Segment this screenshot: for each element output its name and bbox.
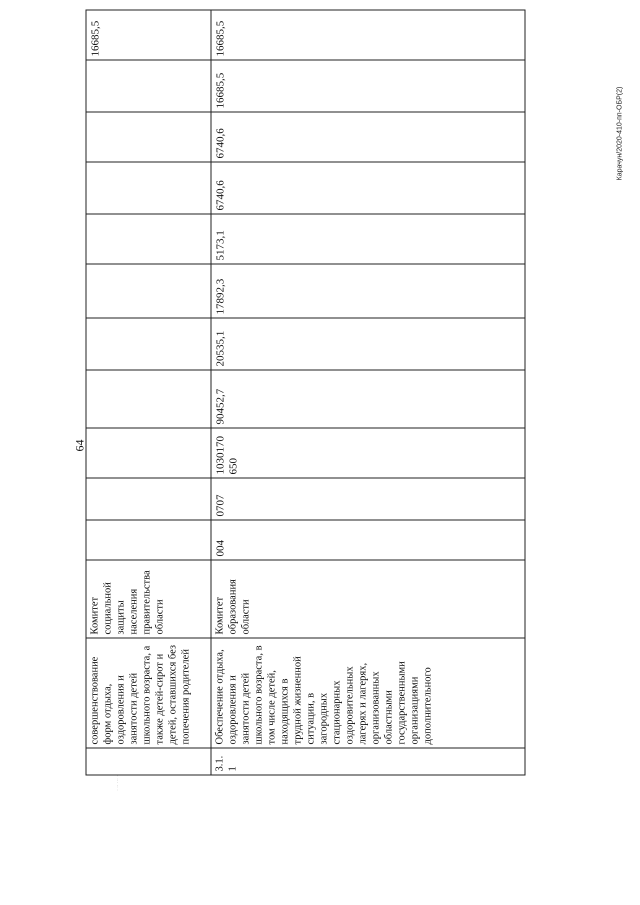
cell-grbs (86, 520, 211, 560)
cell-total (86, 370, 211, 428)
cell-2022 (86, 264, 211, 318)
cell-2027: 16685,5 (86, 10, 211, 60)
cell-2024: 6740,6 (211, 162, 525, 214)
cell-csr: 1030170650 (211, 428, 525, 478)
cell-2026: 16685,5 (211, 60, 525, 112)
cell-2023 (86, 214, 211, 264)
cell-total: 90452,7 (211, 370, 525, 428)
document-code: Карачун/2020-410-пп-ОБР(2) (616, 86, 624, 181)
cell-index (86, 748, 211, 775)
cell-2027: 16685,5 (211, 10, 525, 60)
cell-2021: 20535,1 (211, 318, 525, 370)
cell-rzpr: 0707 (211, 478, 525, 520)
cell-2026 (86, 60, 211, 112)
cell-2021 (86, 318, 211, 370)
cell-csr (86, 428, 211, 478)
cell-2025: 6740,6 (211, 112, 525, 162)
budget-table-area (85, 20, 525, 775)
cell-rzpr (86, 478, 211, 520)
cell-description: совершенствование форм отдыха, оздоровления и занятости детей школьного возраста, а также детей-сирот и детей, оставшихся без попечения родителей (86, 638, 211, 748)
budget-table (85, 9, 525, 775)
cell-2025 (86, 112, 211, 162)
scan-mark: · ·· ··· · (115, 775, 121, 791)
cell-2022: 17892,3 (211, 264, 525, 318)
cell-2024 (86, 162, 211, 214)
page-number: 64 (72, 439, 87, 452)
cell-executor: Комитет социальной защиты населения правительства области (86, 560, 211, 638)
cell-executor: Комитет образования области (211, 560, 525, 638)
cell-grbs: 004 (211, 520, 525, 560)
cell-index: 3.1.1 (211, 748, 525, 775)
table-row (86, 10, 211, 775)
cell-description: Обеспечение отдыха, оздоровления и занятости детей школьного возраста, в том числе детей, находящихся в трудной жизненной ситуации, в загородных стационарных оздоровительных лагерях и лагерях, организованных областными государственными организациями дополнительного (211, 638, 525, 748)
cell-2023: 5173,1 (211, 214, 525, 264)
table-row (211, 10, 525, 775)
